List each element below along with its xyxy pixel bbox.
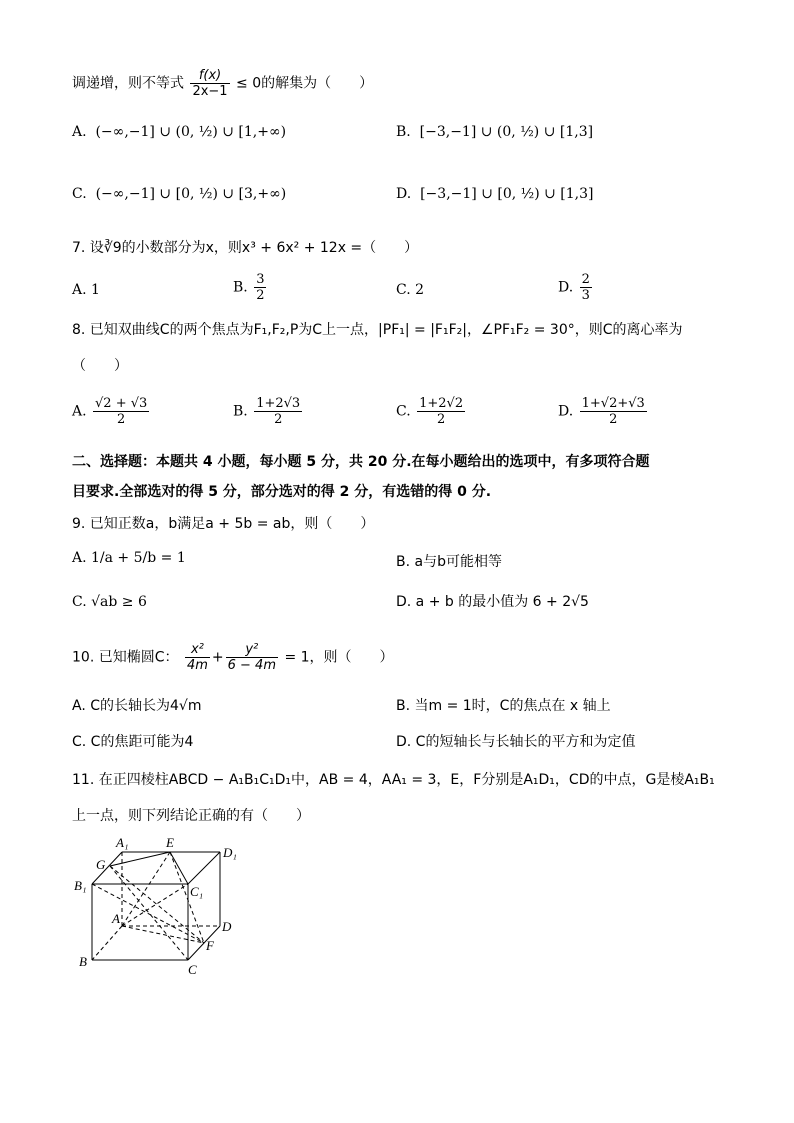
segment-g-e: [110, 852, 170, 866]
label-d1: D₁: [223, 845, 237, 860]
q8-option-c: C. $\frac{1+2√2}{2}$: [396, 396, 464, 427]
q6-option-d: D. [−3,−1] ∪ [0, ½) ∪ [1,3]: [396, 186, 594, 202]
q8-stem: 8. 已知双曲线C的两个焦点为F₁,F₂,P为C上一点，|PF₁| = |F₁F₂|，∠PF₁F₂ = 30°，则C的离心率为: [72, 322, 683, 338]
q6-option-b: B. [−3,−1] ∪ (0, ½) ∪ [1,3]: [396, 124, 594, 140]
q11-stem-line2: 上一点，则下列结论正确的有（ ）: [72, 808, 310, 824]
q6-fraction: $\frac{f(x)}{2x-1}$: [192, 68, 228, 99]
q7-option-a: A. 1: [72, 282, 100, 298]
q9-option-c: C. √ab ≥ 6: [72, 594, 147, 610]
q6-stem: 调递增，则不等式 $\frac{f(x)}{2x-1}$ ≤ 0的解集为（ ）: [72, 68, 374, 99]
q10-stem: 10. 已知椭圆C： $\frac{\text{x²}}{4m}$ + $\frac{\text{y²}}{6 - 4m}$ = 1，则（ ）: [72, 642, 394, 673]
q8-option-a: A. $\frac{√2 + √3}{2}$: [72, 396, 148, 427]
q9-option-a: A. 1/a + 5/b = 1: [72, 550, 186, 566]
label-c1: C₁: [190, 884, 204, 899]
q7-option-b: B. $\frac{3}{2}$: [233, 272, 265, 303]
q11-stem-line1: 11. 在正四棱柱ABCD − A₁B₁C₁D₁中，AB = 4，AA₁ = 3，E，F分别是A₁D₁，CD的中点，G是棱A₁B₁: [72, 772, 715, 788]
q7-option-c: C. 2: [396, 282, 425, 298]
label-b: B: [79, 954, 87, 969]
q7-stem: 7. 设∛9的小数部分为x，则x³ + 6x² + 12x =（ ）: [72, 240, 419, 256]
q8-stem-paren: （ ）: [72, 358, 128, 374]
label-b1: B₁: [74, 878, 87, 893]
label-a1: A₁: [116, 835, 129, 850]
hidden-edge-a-b: [92, 926, 122, 960]
q9-option-d: D. a + b 的最小值为 6 + 2√5: [396, 594, 589, 610]
label-d: D: [222, 919, 232, 934]
q8-option-d: D. $\frac{1+√2+√3}{2}$: [558, 396, 645, 427]
q6-option-c: C. (−∞,−1] ∪ [0, ½) ∪ [3,+∞): [72, 186, 287, 202]
label-f: F: [206, 938, 214, 953]
segment-e-c1: [170, 852, 188, 884]
q9-stem: 9. 已知正数a，b满足a + 5b = ab，则（ ）: [72, 516, 375, 532]
q10-option-a: A. C的长轴长为4√m: [72, 698, 202, 714]
label-a: A: [112, 911, 120, 926]
q7-option-d: D. $\frac{2}{3}$: [558, 272, 590, 303]
label-c: C: [188, 962, 197, 977]
q8-option-b: B. $\frac{1+2√3}{2}$: [233, 396, 301, 427]
segment-a-f: [122, 926, 204, 943]
prism-figure: [70, 834, 250, 979]
section2-heading-line1: 二、选择题：本题共 4 小题，每小题 5 分，共 20 分.在每小题给出的选项中，有多项符合题: [72, 454, 650, 470]
q6-option-a: A. (−∞,−1] ∪ (0, ½) ∪ [1,+∞): [72, 124, 287, 140]
q9-option-b: B. a与b可能相等: [396, 554, 502, 570]
label-e: E: [166, 835, 174, 850]
q10-option-c: C. C的焦距可能为4: [72, 734, 194, 750]
edge-c1-d1: [188, 852, 220, 884]
q10-option-b: B. 当m = 1时，C的焦点在 x 轴上: [396, 698, 611, 714]
q10-option-d: D. C的短轴长与长轴长的平方和为定值: [396, 734, 636, 750]
segment-b1-f: [92, 884, 204, 943]
label-g: G: [96, 857, 106, 872]
section2-heading-line2: 目要求.全部选对的得 5 分，部分选对的得 2 分，有选错的得 0 分.: [72, 484, 492, 500]
